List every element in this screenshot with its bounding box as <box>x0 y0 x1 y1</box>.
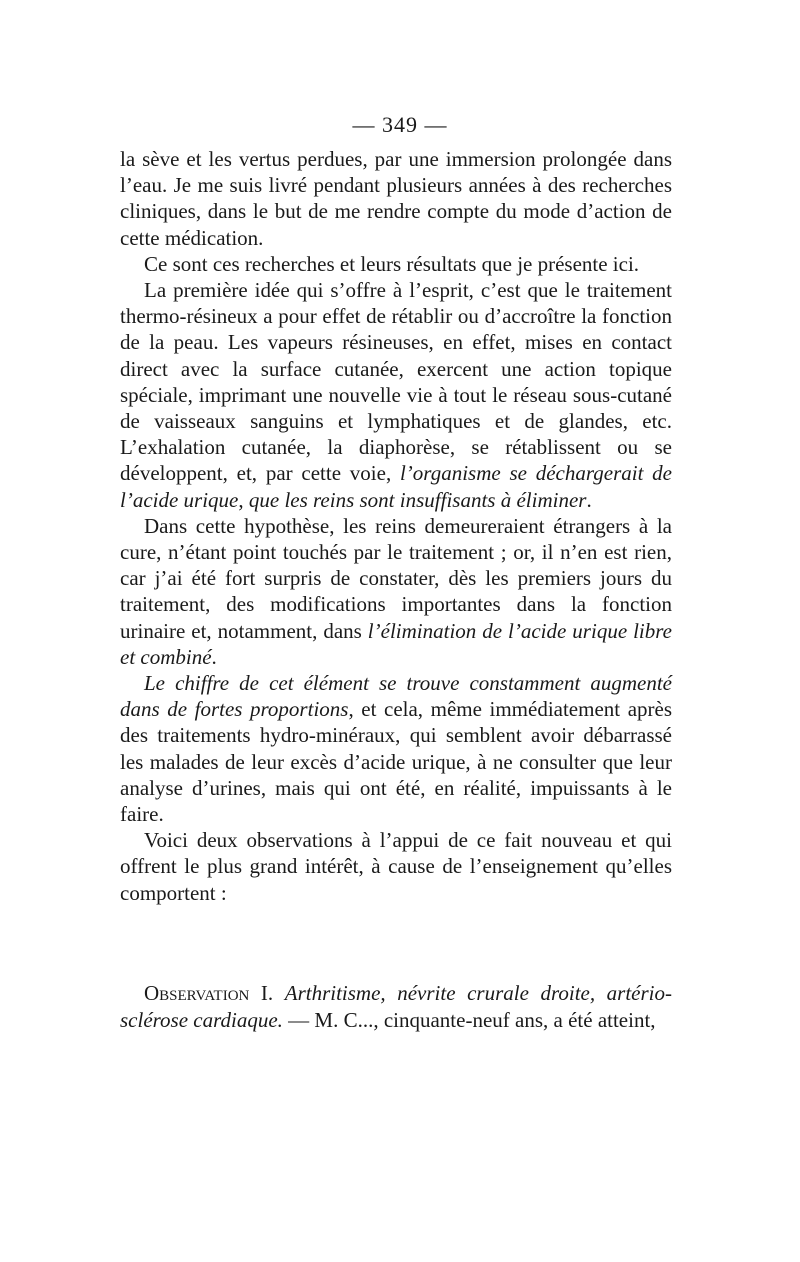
observation-label: Observation I. <box>144 981 274 1005</box>
paragraph-5 <box>120 670 672 827</box>
paragraph-6 <box>120 827 672 906</box>
paragraph-text: Ce sont ces recherches et leurs résultats que je présente ici. <box>144 251 640 276</box>
paragraph-text: La première idée qui s’offre à l’esprit, c’est que le traitement thermo-résineux a pour effet de rétablir ou d’accroître la fonction de la peau. Les vapeurs résineuses, en effet, mises en contact direct avec la surface cutanée, exercent une action topique spéciale, imprimant une nouvelle vie à tout le réseau sous-cutané de vaisseaux sanguins et lymphatiques et de glandes, etc. L’exhalation cutanée, la diaphorèse, se rétablissent ou se développent, et, par cette voie, <box>120 278 672 486</box>
italic-emphasis: l’organisme se déchargerait de l’acide urique <box>120 461 672 512</box>
paragraph-text: . <box>211 644 217 669</box>
paragraph-4 <box>120 513 672 670</box>
paragraph-text: Dans cette hypothèse, les reins demeureraient étrangers à la cure, n’étant point touchés par le traitement ; or, il n’en est rien, car j’ai été fort surpris de constater, dès les premiers jours du traitement, des modifications importantes dans la fonction urinaire et, notamment, dans <box>120 513 672 643</box>
paragraph-text: , <box>238 487 249 512</box>
italic-emphasis: l’élimination de l’acide urique libre et combiné <box>120 618 672 669</box>
observation-paragraph <box>120 980 672 1034</box>
observation-title: Arthritisme, névrite crurale droite, artério-sclérose cardiaque. <box>120 981 672 1032</box>
paragraph-1 <box>120 146 672 251</box>
italic-emphasis: que les reins sont insuffisants à éliminer <box>248 487 587 512</box>
paragraph-2 <box>120 251 672 277</box>
body-text <box>120 146 672 906</box>
paragraph-text: la sève et les vertus perdues, par une immersion prolongée dans l’eau. Je me suis livré pendant plusieurs années à des recherches cliniques, dans le but de me rendre compte du mode d’action de cette médication. <box>120 147 672 250</box>
italic-emphasis: Le chiffre de cet élément se trouve constamment augmenté dans de fortes proportions <box>120 671 672 722</box>
paragraph-text: Voici deux observations à l’appui de ce fait nouveau et qui offrent le plus grand intérêt, à cause de l’enseignement qu’elles comportent : <box>120 828 672 905</box>
paragraph-3 <box>120 277 672 513</box>
page-number: — 349 — <box>352 112 448 137</box>
observation-text: — M. C..., cinquante-neuf ans, a été atteint, <box>282 1008 656 1032</box>
paragraph-text: . <box>586 487 592 512</box>
paragraph-text: , et cela, même immédiatement après des traitements hydro-minéraux, qui semblent avoir débarrassé les malades de leur excès d’acide urique, à ne consulter que leur analyse d’urines, mais qui ont été, en réalité, impuissants à le faire. <box>120 697 672 827</box>
